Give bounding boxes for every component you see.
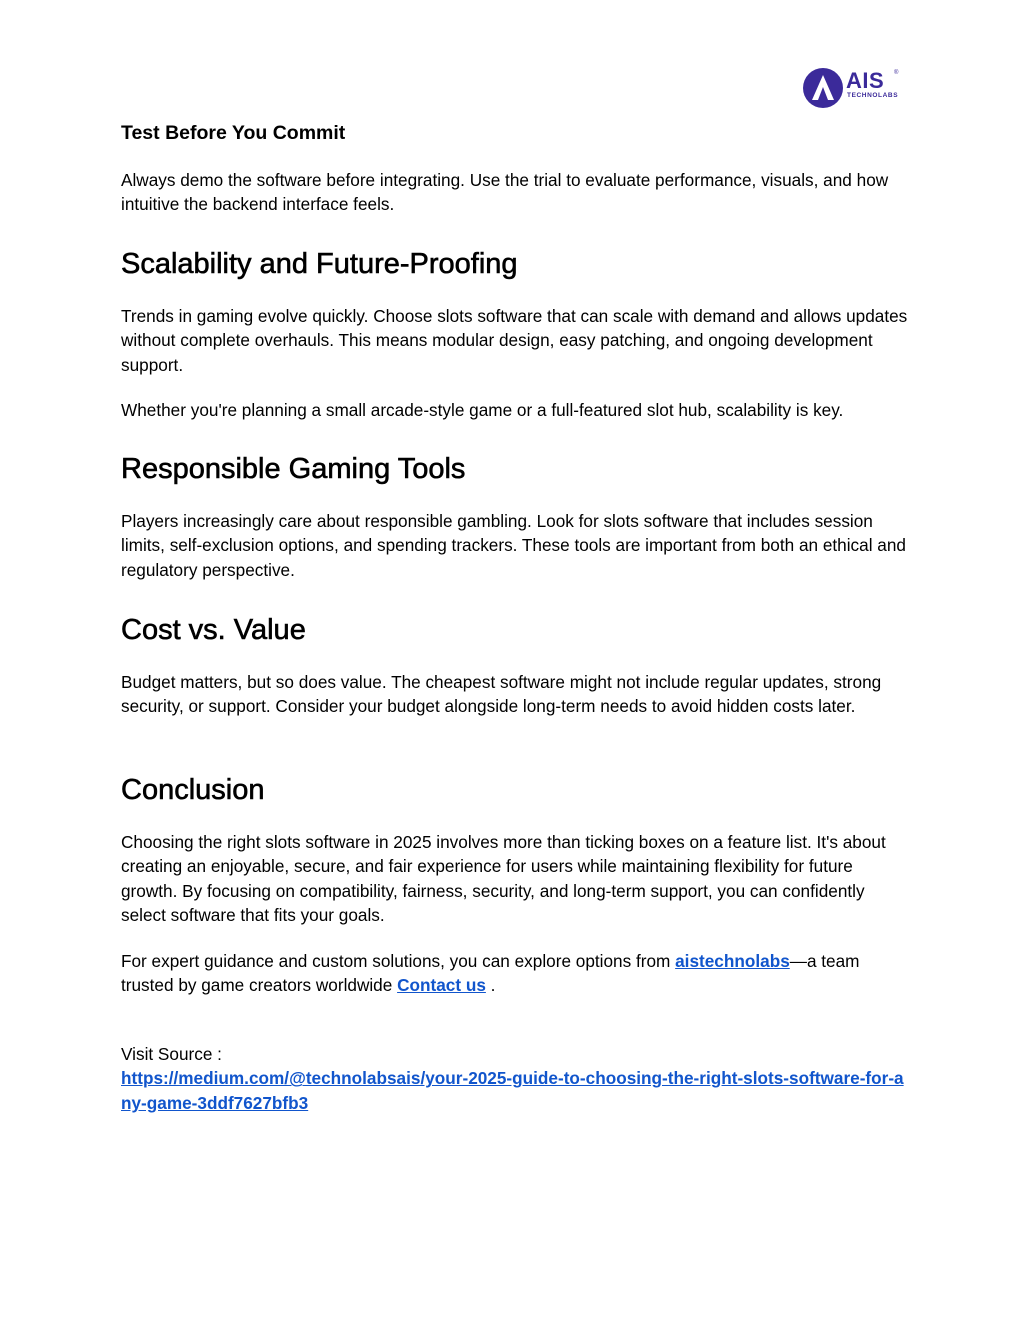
logo-brand-text: AIS: [846, 68, 885, 93]
heading-scalability: Scalability and Future-Proofing: [121, 248, 518, 280]
paragraph-scalability-1: Trends in gaming evolve quickly. Choose slots software that can scale with demand and allows updates without complete overhauls. This means modular design, easy patching, and ongoing development support.: [121, 306, 908, 375]
paragraph-conclusion-1: Choosing the right slots software in 2025 involves more than ticking boxes on a feature list. It's about creating an enjoyable, secure, and fair experience for users while maintaining flexibility for future growth. By focusing on compatibility, fairness, security, and long-term support, you can confidently select software that fits your goals.: [121, 832, 886, 926]
heading-cost-vs-value: Cost vs. Value: [121, 614, 306, 646]
contact-us-link[interactable]: Contact us: [397, 975, 486, 996]
paragraph-scalability-2: Whether you're planning a small arcade-style game or a full-featured slot hub, scalability is key.: [121, 400, 844, 420]
heading-conclusion: Conclusion: [121, 774, 265, 806]
source-label: Visit Source :: [121, 1044, 222, 1064]
paragraph-responsible-gaming: Players increasingly care about responsible gambling. Look for slots software that includes session limits, self-exclusion options, and spending trackers. These tools are important from both an ethical and regulatory perspective.: [121, 511, 906, 580]
aistechnolabs-link[interactable]: aistechnolabs: [675, 951, 790, 971]
logo-registered-mark: ®: [894, 70, 899, 76]
heading-test-before-you-commit: Test Before You Commit: [121, 122, 346, 144]
paragraph-conclusion-2: [121, 949, 911, 998]
logo-mark-icon: [802, 67, 844, 109]
source-block: [121, 1042, 911, 1115]
conclusion-text-middle: —a team trusted by game creators worldwide: [121, 951, 860, 996]
conclusion-text-after: .: [485, 975, 496, 996]
paragraph-cost-vs-value: Budget matters, but so does value. The cheapest software might not include regular updates, strong security, or support. Consider your budget alongside long-term needs to avoid hidden costs later.: [121, 672, 882, 717]
conclusion-text-before-link: For expert guidance and custom solutions, you can explore options from: [121, 951, 676, 971]
source-url-link[interactable]: https://medium.com/@technolabsais/your-2025-guide-to-choosing-the-right-slots-software-for-any-game-3ddf7627bfb3: [121, 1068, 904, 1113]
heading-responsible-gaming: Responsible Gaming Tools: [121, 453, 466, 485]
ais-technolabs-logo: [802, 67, 902, 109]
paragraph-test-before-you-commit: Always demo the software before integrating. Use the trial to evaluate performance, visuals, and how intuitive the backend interface feels.: [121, 170, 889, 215]
logo-tagline-text: TECHNOLABS: [847, 92, 899, 99]
